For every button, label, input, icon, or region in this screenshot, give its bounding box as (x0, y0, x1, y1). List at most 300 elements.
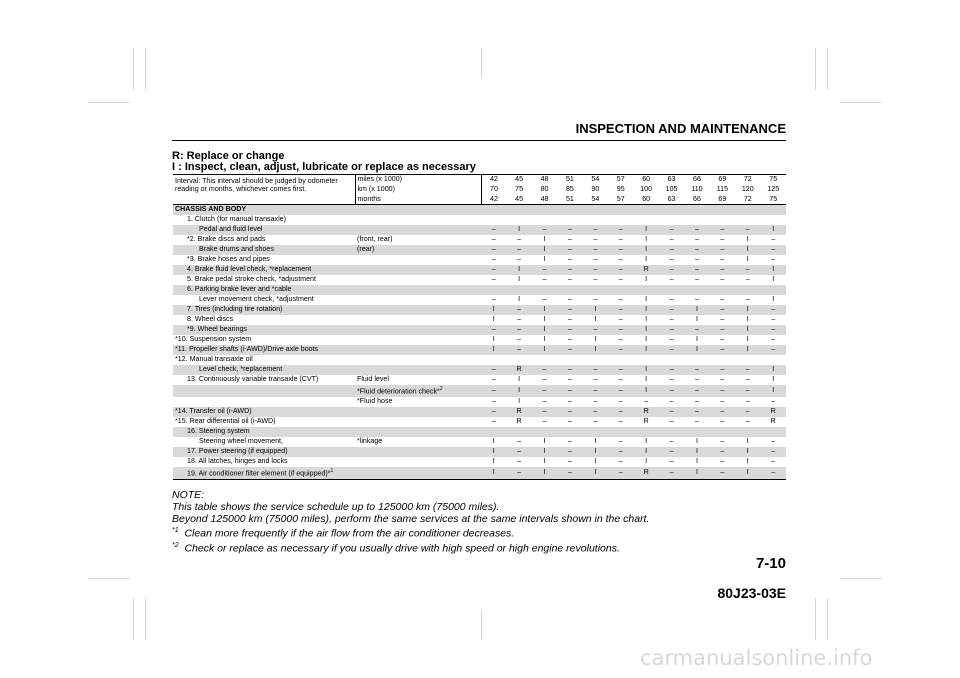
schedule-mark: – (481, 365, 506, 375)
crop-mark (145, 598, 146, 640)
schedule-mark: – (745, 274, 750, 283)
crop-mark (815, 598, 816, 640)
schedule-item: 1. Clutch (for manual transaxle) (187, 214, 286, 223)
schedule-mark: – (659, 365, 684, 375)
schedule-row (173, 215, 786, 225)
interval-value: 48 (532, 195, 557, 205)
schedule-mark: – (517, 334, 522, 343)
crop-mark (827, 598, 828, 640)
schedule-item-detail: *linkage (357, 436, 383, 445)
schedule-mark: – (760, 325, 786, 335)
maintenance-schedule-table (173, 174, 786, 480)
schedule-mark (710, 427, 735, 437)
schedule-mark: I (532, 345, 557, 355)
schedule-mark: I (645, 374, 648, 383)
schedule-row (173, 285, 786, 295)
schedule-mark: – (608, 385, 633, 397)
schedule-mark: I (760, 385, 786, 397)
schedule-mark: – (669, 396, 674, 405)
schedule-mark (735, 215, 760, 225)
schedule-row (173, 335, 786, 345)
schedule-mark (506, 285, 531, 295)
schedule-mark: I (583, 447, 608, 457)
footnote-1-mark: *1 (172, 527, 179, 534)
notes (172, 489, 649, 554)
schedule-mark (735, 285, 760, 295)
footnote-2-mark: *2 (172, 541, 179, 549)
schedule-mark: – (760, 467, 786, 479)
schedule-mark (633, 355, 658, 365)
schedule-mark: – (517, 234, 522, 243)
schedule-item-detail (355, 355, 481, 365)
schedule-mark: I (772, 374, 775, 383)
schedule-mark: – (684, 325, 709, 335)
footnote-2-text: Check or replace as necessary if you usually drive with high speed or high engine revolutions. (184, 542, 620, 554)
schedule-mark: I (532, 447, 557, 457)
interval-value: 57 (608, 195, 633, 205)
schedule-mark: – (710, 305, 735, 315)
crop-mark (481, 610, 482, 640)
schedule-item: Pedal and fluid level (173, 225, 355, 235)
schedule-mark: – (669, 416, 674, 425)
schedule-mark: I (633, 447, 658, 457)
schedule-mark: I (506, 265, 531, 275)
schedule-item-detail: *Fluid hose (357, 396, 393, 405)
schedule-mark: – (557, 365, 582, 375)
schedule-item: *15. Rear differential oil (i-AWD) (175, 416, 276, 425)
schedule-mark: I (684, 345, 709, 355)
schedule-mark: – (557, 467, 582, 479)
schedule-mark (481, 285, 506, 295)
schedule-mark: – (710, 265, 735, 275)
schedule-mark: – (659, 265, 684, 275)
schedule-item: 19. Air conditioner filter element (if equipped)*$^1$ (173, 467, 355, 479)
schedule-mark: – (659, 385, 684, 397)
schedule-mark (760, 355, 786, 365)
schedule-mark: – (720, 314, 725, 323)
schedule-mark: I (645, 274, 648, 283)
schedule-mark: – (710, 325, 735, 335)
schedule-mark: – (557, 225, 582, 235)
schedule-mark (557, 285, 582, 295)
schedule-mark: – (481, 265, 506, 275)
schedule-mark: – (608, 225, 633, 235)
schedule-mark (557, 427, 582, 437)
schedule-mark (583, 355, 608, 365)
schedule-mark: – (659, 407, 684, 417)
schedule-mark: I (746, 254, 749, 263)
schedule-mark: – (771, 234, 776, 243)
interval-value: 69 (710, 195, 735, 205)
schedule-mark: I (633, 365, 658, 375)
schedule-mark: – (760, 245, 786, 255)
interval-value: 95 (616, 184, 625, 193)
interval-value: 75 (760, 175, 786, 185)
schedule-mark: – (506, 305, 531, 315)
schedule-mark: – (583, 365, 608, 375)
interval-value: 72 (735, 175, 760, 185)
schedule-mark (557, 215, 582, 225)
schedule-row (173, 255, 786, 265)
schedule-mark: – (542, 274, 547, 283)
interval-value: 125 (767, 184, 780, 193)
schedule-item-detail (355, 325, 481, 335)
schedule-mark: I (746, 314, 749, 323)
schedule-mark: I (633, 305, 658, 315)
schedule-mark: – (583, 407, 608, 417)
schedule-item-detail: (rear) (355, 245, 481, 255)
schedule-mark: – (669, 436, 674, 445)
schedule-mark: R (506, 365, 531, 375)
schedule-mark: – (517, 314, 522, 323)
schedule-mark: – (491, 396, 496, 405)
schedule-item-detail (355, 365, 481, 375)
schedule-mark: – (506, 467, 531, 479)
schedule-row (173, 345, 786, 355)
schedule-item: *3. Brake hoses and pipes (187, 254, 270, 263)
schedule-mark: – (720, 294, 725, 303)
schedule-mark: – (659, 345, 684, 355)
schedule-row (173, 225, 786, 235)
schedule-mark (684, 355, 709, 365)
interval-value: 90 (591, 184, 600, 193)
schedule-item: 8. Wheel discs (187, 314, 234, 323)
schedule-mark: – (557, 325, 582, 335)
schedule-mark: I (518, 374, 521, 383)
schedule-row (173, 437, 786, 447)
schedule-mark: I (543, 436, 546, 445)
schedule-mark: – (517, 456, 522, 465)
schedule-mark: – (745, 416, 750, 425)
schedule-mark (532, 215, 557, 225)
schedule-mark: – (694, 374, 699, 383)
schedule-mark (659, 285, 684, 295)
legend-inspect: I : Inspect, clean, adjust, lubricate or replace as necessary (172, 161, 476, 173)
schedule-mark (532, 427, 557, 437)
schedule-mark: I (594, 456, 597, 465)
schedule-mark: – (669, 294, 674, 303)
schedule-mark: I (735, 325, 760, 335)
schedule-mark (583, 427, 608, 437)
schedule-mark: – (557, 245, 582, 255)
schedule-mark: – (491, 374, 496, 383)
schedule-row (173, 355, 786, 365)
schedule-mark (633, 215, 658, 225)
schedule-item: *10. Suspension system (175, 334, 252, 343)
interval-value: 45 (506, 195, 531, 205)
schedule-mark: I (645, 334, 648, 343)
interval-value: 110 (691, 184, 703, 193)
schedule-mark: – (694, 396, 699, 405)
schedule-mark: I (633, 385, 658, 397)
interval-value: 85 (565, 184, 574, 193)
schedule-mark: – (659, 467, 684, 479)
schedule-mark: – (583, 385, 608, 397)
schedule-row (173, 375, 786, 385)
schedule-mark: – (618, 234, 623, 243)
schedule-mark: I (633, 345, 658, 355)
schedule-item-detail: (front, rear) (357, 234, 393, 243)
schedule-mark: – (491, 416, 496, 425)
schedule-mark (481, 215, 506, 225)
schedule-mark (735, 427, 760, 437)
interval-value: 120 (741, 184, 754, 193)
schedule-mark: – (694, 234, 699, 243)
schedule-mark: – (710, 245, 735, 255)
crop-mark (133, 48, 134, 90)
schedule-mark (608, 215, 633, 225)
schedule-mark: – (760, 305, 786, 315)
schedule-item: *2. Brake discs and pads (187, 234, 266, 243)
schedule-item-detail (355, 285, 481, 295)
schedule-mark: I (543, 456, 546, 465)
schedule-mark: – (710, 467, 735, 479)
schedule-mark: – (593, 294, 598, 303)
section-title: INSPECTION AND MAINTENANCE (575, 121, 786, 136)
interval-value: 72 (735, 195, 760, 205)
interval-value: 75 (515, 184, 524, 193)
schedule-mark: – (710, 385, 735, 397)
schedule-mark: I (645, 314, 648, 323)
schedule-mark: I (506, 225, 531, 235)
interval-value: 54 (583, 195, 608, 205)
schedule-mark: I (735, 305, 760, 315)
schedule-item: 4. Brake fluid level check, *replacement (173, 265, 355, 275)
schedule-item-detail (355, 295, 481, 305)
schedule-mark: – (491, 234, 496, 243)
schedule-mark: – (669, 274, 674, 283)
schedule-mark: – (608, 365, 633, 375)
schedule-mark: – (608, 467, 633, 479)
schedule-mark: – (669, 334, 674, 343)
schedule-mark: – (542, 374, 547, 383)
schedule-mark (481, 355, 506, 365)
schedule-item-detail: Fluid level (357, 374, 389, 383)
schedule-mark: I (518, 294, 521, 303)
schedule-mark: – (506, 325, 531, 335)
schedule-mark: I (695, 314, 698, 323)
schedule-mark: – (608, 245, 633, 255)
schedule-mark: I (492, 334, 495, 343)
schedule-mark: – (608, 447, 633, 457)
schedule-mark: – (720, 416, 725, 425)
schedule-mark: I (492, 456, 495, 465)
schedule-mark (735, 355, 760, 365)
schedule-mark: I (583, 467, 608, 479)
section-row (173, 205, 786, 215)
document-code: 80J23-03E (717, 585, 786, 601)
crop-mark (133, 598, 134, 640)
schedule-mark: – (608, 305, 633, 315)
interval-value: 57 (608, 175, 633, 185)
schedule-mark: I (492, 314, 495, 323)
schedule-mark: I (695, 334, 698, 343)
schedule-mark (608, 285, 633, 295)
schedule-mark: – (694, 254, 699, 263)
schedule-mark: – (735, 365, 760, 375)
schedule-mark: – (608, 265, 633, 275)
schedule-mark: – (684, 245, 709, 255)
schedule-mark: – (720, 396, 725, 405)
schedule-row (173, 427, 786, 437)
schedule-row (173, 295, 786, 305)
schedule-item-detail (355, 407, 481, 417)
schedule-mark: – (694, 294, 699, 303)
schedule-mark: – (481, 407, 506, 417)
schedule-mark: – (710, 447, 735, 457)
schedule-mark (583, 285, 608, 295)
schedule-mark: I (645, 254, 648, 263)
interval-value: 105 (665, 184, 678, 193)
schedule-mark: R (633, 407, 658, 417)
schedule-mark: – (618, 254, 623, 263)
schedule-mark: I (481, 345, 506, 355)
schedule-item: *12. Manual transaxle oil (175, 354, 253, 363)
schedule-mark (532, 285, 557, 295)
schedule-item: Level check, *replacement (173, 365, 355, 375)
note-line-2: Beyond 125000 km (75000 miles), perform the same services at the same intervals shown in the chart. (172, 513, 650, 525)
schedule-item: 13. Continuously variable transaxle (CVT) (187, 374, 319, 383)
interval-value: 42 (481, 195, 506, 205)
schedule-mark: I (645, 234, 648, 243)
schedule-mark: – (684, 385, 709, 397)
schedule-mark: I (746, 234, 749, 243)
schedule-mark: – (542, 294, 547, 303)
schedule-mark: I (746, 436, 749, 445)
interval-value: 70 (490, 184, 498, 193)
schedule-mark: – (684, 407, 709, 417)
schedule-mark (760, 215, 786, 225)
schedule-mark: I (532, 467, 557, 479)
schedule-row (173, 457, 786, 467)
schedule-item: *11. Propeller shafts (i-AWD)/Drive axle boots (173, 345, 355, 355)
interval-value: 51 (557, 175, 582, 185)
schedule-mark: – (491, 294, 496, 303)
schedule-mark: – (542, 396, 547, 405)
schedule-mark: – (583, 245, 608, 255)
footnote-ref: 2 (439, 385, 443, 392)
schedule-mark (659, 215, 684, 225)
schedule-mark: – (618, 314, 623, 323)
crop-mark (840, 578, 882, 579)
schedule-mark: – (684, 225, 709, 235)
schedule-row (173, 467, 786, 479)
schedule-mark: – (593, 416, 598, 425)
schedule-mark: – (659, 325, 684, 335)
schedule-item: 17. Power steering (if equipped) (173, 447, 355, 457)
schedule-mark: – (583, 225, 608, 235)
schedule-mark: – (618, 396, 623, 405)
crop-mark (815, 48, 816, 90)
schedule-row (173, 385, 786, 397)
schedule-row (173, 417, 786, 427)
interval-value: 115 (716, 184, 729, 193)
schedule-mark: I (684, 447, 709, 457)
schedule-mark: R (760, 407, 786, 417)
schedule-mark: I (543, 314, 546, 323)
schedule-mark: – (644, 396, 649, 405)
schedule-mark: – (735, 225, 760, 235)
schedule-mark: – (517, 436, 522, 445)
schedule-mark: – (593, 234, 598, 243)
schedule-item (173, 397, 355, 407)
schedule-row (173, 235, 786, 245)
schedule-mark: – (659, 225, 684, 235)
schedule-mark: I (645, 294, 648, 303)
schedule-mark: – (735, 385, 760, 397)
interval-label: months (355, 195, 481, 205)
schedule-mark: I (518, 274, 521, 283)
schedule-mark: – (481, 245, 506, 255)
schedule-item: 6. Parking brake lever and *cable (173, 285, 355, 295)
schedule-row (173, 397, 786, 407)
schedule-item-detail (355, 255, 481, 265)
schedule-mark: I (746, 334, 749, 343)
schedule-mark: – (517, 254, 522, 263)
schedule-mark: – (481, 225, 506, 235)
interval-value: 69 (710, 175, 735, 185)
schedule-mark: R (506, 407, 531, 417)
schedule-mark: – (557, 447, 582, 457)
schedule-mark: – (684, 265, 709, 275)
schedule-item (173, 385, 355, 397)
schedule-mark: – (745, 294, 750, 303)
schedule-mark: – (720, 436, 725, 445)
note-line-1: This table shows the service schedule up to 125000 km (75000 miles). (172, 501, 500, 513)
schedule-mark: – (618, 436, 623, 445)
note-label: NOTE: (172, 489, 205, 501)
schedule-mark: – (618, 274, 623, 283)
schedule-mark (532, 355, 557, 365)
schedule-item: *9. Wheel bearings (173, 325, 355, 335)
schedule-mark: – (557, 385, 582, 397)
interval-value: 42 (481, 175, 506, 185)
schedule-mark: I (645, 436, 648, 445)
footnote-1-text: Clean more frequently if the air flow from the air conditioner decreases. (184, 527, 515, 540)
interval-row (173, 175, 786, 185)
schedule-mark: – (567, 436, 572, 445)
schedule-item: Lever movement check, *adjustment (199, 294, 314, 303)
schedule-mark (659, 355, 684, 365)
interval-value: 60 (633, 195, 658, 205)
schedule-mark: – (735, 265, 760, 275)
schedule-mark: – (720, 334, 725, 343)
schedule-row (173, 315, 786, 325)
schedule-mark: – (669, 234, 674, 243)
schedule-mark: – (532, 225, 557, 235)
schedule-mark: I (518, 396, 521, 405)
schedule-mark: – (593, 374, 598, 383)
schedule-mark: – (567, 334, 572, 343)
schedule-mark: R (633, 265, 658, 275)
schedule-mark (481, 427, 506, 437)
crop-mark (840, 102, 882, 103)
schedule-mark: – (618, 294, 623, 303)
schedule-mark: I (506, 385, 531, 397)
schedule-mark: – (771, 456, 776, 465)
schedule-item-detail (355, 265, 481, 275)
schedule-row (173, 325, 786, 335)
schedule-item: *14. Transfer oil (i-AWD) (173, 407, 355, 417)
schedule-item-detail (355, 447, 481, 457)
schedule-mark: – (694, 416, 699, 425)
schedule-mark: – (532, 265, 557, 275)
schedule-mark: I (594, 314, 597, 323)
schedule-row (173, 447, 786, 457)
schedule-mark: – (608, 345, 633, 355)
schedule-item-detail (355, 417, 481, 427)
schedule-mark: – (567, 396, 572, 405)
